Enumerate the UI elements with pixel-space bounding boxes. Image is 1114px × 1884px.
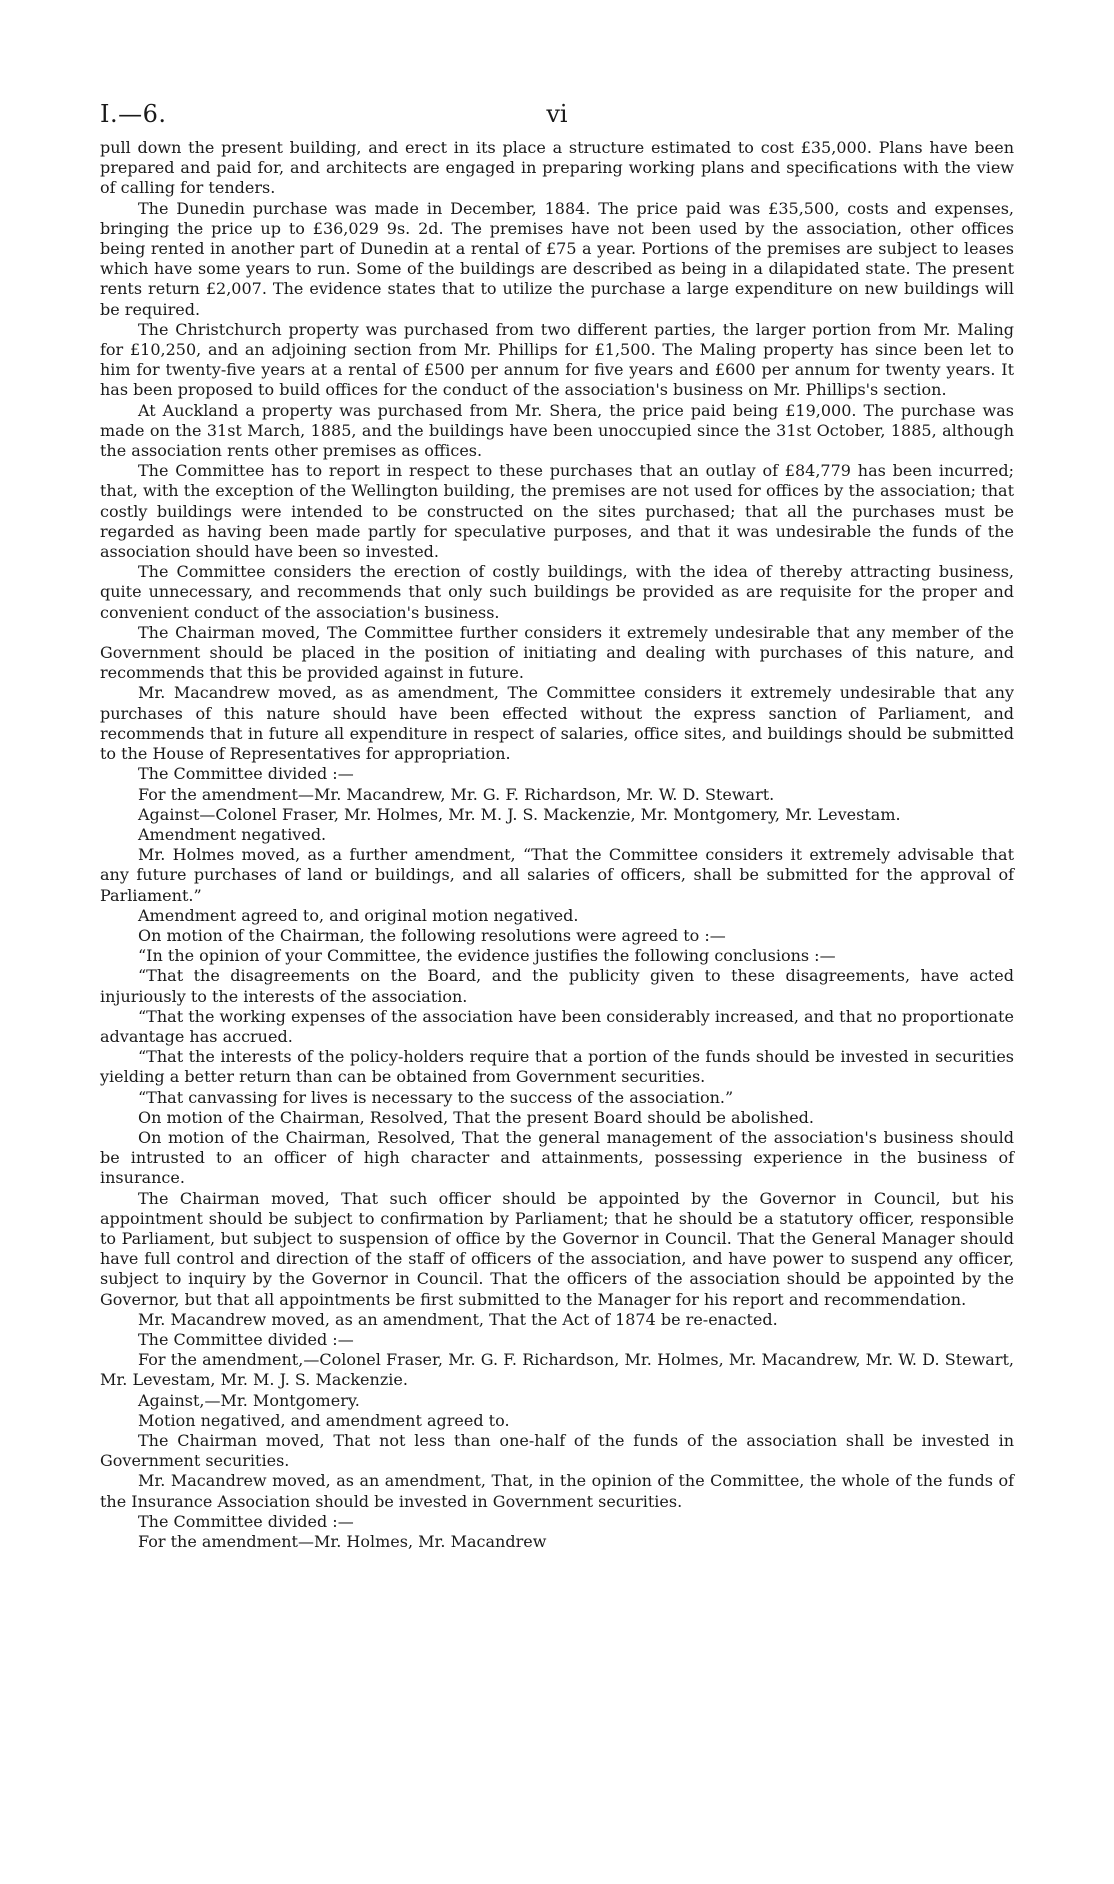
paragraph: On motion of the Chairman, the following resolutions were agreed to :— — [138, 925, 726, 945]
paragraph: “That canvassing for lives is necessary to the success of the association.” — [138, 1087, 734, 1107]
paragraph: The Committee considers the erection of costly buildings, with the idea of thereby attracting business, quite unnecessary, and recommends that only such buildings be provided as are requisite for the proper and convenient conduct of the association's business. — [100, 562, 1014, 622]
paragraph: Mr. Macandrew moved, as an amendment, That the Act of 1874 be re-enacted. — [138, 1309, 778, 1329]
paragraph: Amendment negatived. — [138, 824, 327, 844]
paragraph: The Chairman moved, That such officer should be appointed by the Governor in Council, but his appointment should be subject to confirmation by Parliament; that he should be a statutory officer, responsible to Parliament, but subject to suspension of office by the Governor in Council. That the General Manager should have full control and direction of the staff of officers of the association, and have power to suspend any officer, subject to inquiry by the Governor in Council. That the officers of the association should be appointed by the Governor, but that all appointments be first submitted to the Manager for his report and recommendation. — [100, 1188, 1014, 1309]
page-header — [100, 100, 1014, 134]
document-page — [100, 100, 1014, 1552]
paragraph: The Committee has to report in respect to these purchases that an outlay of £84,779 has been incurred; that, with the exception of the Wellington building, the premises are not used for offices by the association; that costly buildings were intended to be constructed on the sites purchased; that all the purchases must be regarded as having been made partly for speculative purposes, and that it was undesirable the funds of the association should have been so invested. — [100, 461, 1014, 562]
page-number: vi — [546, 100, 568, 128]
paragraph: On motion of the Chairman, Resolved, That the general management of the association's business should be intrusted to an officer of high character and attainments, possessing experience in the business of insurance. — [100, 1127, 1014, 1188]
paragraph: Mr. Macandrew moved, as as amendment, The Committee considers it extremely undesirable that any purchases of this nature should have been effected without the express sanction of Parliament, and recommends that in future all expenditure in respect of salaries, office sites, and buildings should be submitted to the House of Representatives for appropriation. — [100, 683, 1014, 764]
paragraph: The Dunedin purchase was made in December, 1884. The price paid was £35,500, costs and expenses, bringing the price up to £36,029 9s. 2d. The premises have not been used by the association, other offices being rented in another part of Dunedin at a rental of £75 a year. Portions of the premises are subject to leases which have some years to run. Some of the buildings are described as being in a dilapidated state. The present rents return £2,007. The evidence states that to utilize the purchase a large expenditure on new buildings will be required. — [100, 198, 1014, 319]
paragraph: “In the opinion of your Committee, the evidence justifies the following conclusions :— — [138, 946, 836, 966]
paragraph: Against,—Mr. Montgomery. — [138, 1390, 360, 1410]
paragraph: Motion negatived, and amendment agreed to. — [138, 1410, 510, 1430]
document-body — [100, 138, 1014, 1552]
paragraph: The Chairman moved, The Committee further considers it extremely undesirable that any member of the Government should be placed in the position of initiating and dealing with purchases of this nature, and recommends that this be provided against in future. — [100, 622, 1014, 683]
paragraph: pull down the present building, and erect in its place a structure estimated to cost £35,000. Plans have been prepared and paid for, and architects are engaged in preparing working plans and specifications with the view of calling for tenders. — [100, 138, 1014, 198]
paragraph: “That the interests of the policy-holders require that a portion of the funds should be invested in securities yielding a better return than can be obtained from Government securities. — [100, 1047, 1014, 1087]
paragraph: “That the working expenses of the association have been considerably increased, and that no proportionate advantage has accrued. — [100, 1006, 1014, 1046]
paragraph: On motion of the Chairman, Resolved, That the present Board should be abolished. — [138, 1107, 814, 1127]
paragraph: For the amendment—Mr. Holmes, Mr. Macandrew — [138, 1532, 547, 1552]
document-reference: I.—6. — [100, 100, 167, 128]
paragraph: For the amendment—Mr. Macandrew, Mr. G. F. Richardson, Mr. W. D. Stewart. — [138, 784, 775, 804]
paragraph: For the amendment,—Colonel Fraser, Mr. G. F. Richardson, Mr. Holmes, Mr. Macandrew, Mr. W. D. Stewart, Mr. Levestam, Mr. M. J. S. Mackenzie. — [100, 1350, 1014, 1390]
paragraph: Amendment agreed to, and original motion negatived. — [138, 905, 579, 925]
paragraph: The Committee divided :— — [138, 764, 354, 784]
paragraph: Mr. Holmes moved, as a further amendment, “That the Committee considers it extremely advisable that any future purchases of land or buildings, and all salaries of officers, shall be submitted for the approval of Parliament.” — [100, 845, 1014, 905]
paragraph: The Christchurch property was purchased from two different parties, the larger portion from Mr. Maling for £10,250, and an adjoining section from Mr. Phillips for £1,500. The Maling property has since been let to him for twenty-five years at a rental of £500 per annum for five years and £600 per annum for twenty years. It has been proposed to build offices for the conduct of the association's business on Mr. Phillips's section. — [100, 319, 1014, 400]
paragraph: The Chairman moved, That not less than one-half of the funds of the association shall be invested in Government securities. — [100, 1431, 1014, 1471]
paragraph: “That the disagreements on the Board, and the publicity given to these disagreements, have acted injuriously to the interests of the association. — [100, 966, 1014, 1006]
paragraph: The Committee divided :— — [138, 1511, 354, 1531]
paragraph: The Committee divided :— — [138, 1329, 354, 1349]
paragraph: Mr. Macandrew moved, as an amendment, That, in the opinion of the Committee, the whole of the funds of the Insurance Association should be invested in Government securities. — [100, 1471, 1014, 1511]
paragraph: At Auckland a property was purchased from Mr. Shera, the price paid being £19,000. The purchase was made on the 31st March, 1885, and the buildings have been unoccupied since the 31st October, 1885, although the association rents other premises as offices. — [100, 400, 1014, 461]
paragraph: Against—Colonel Fraser, Mr. Holmes, Mr. M. J. S. Mackenzie, Mr. Montgomery, Mr. Levestam. — [138, 804, 901, 824]
